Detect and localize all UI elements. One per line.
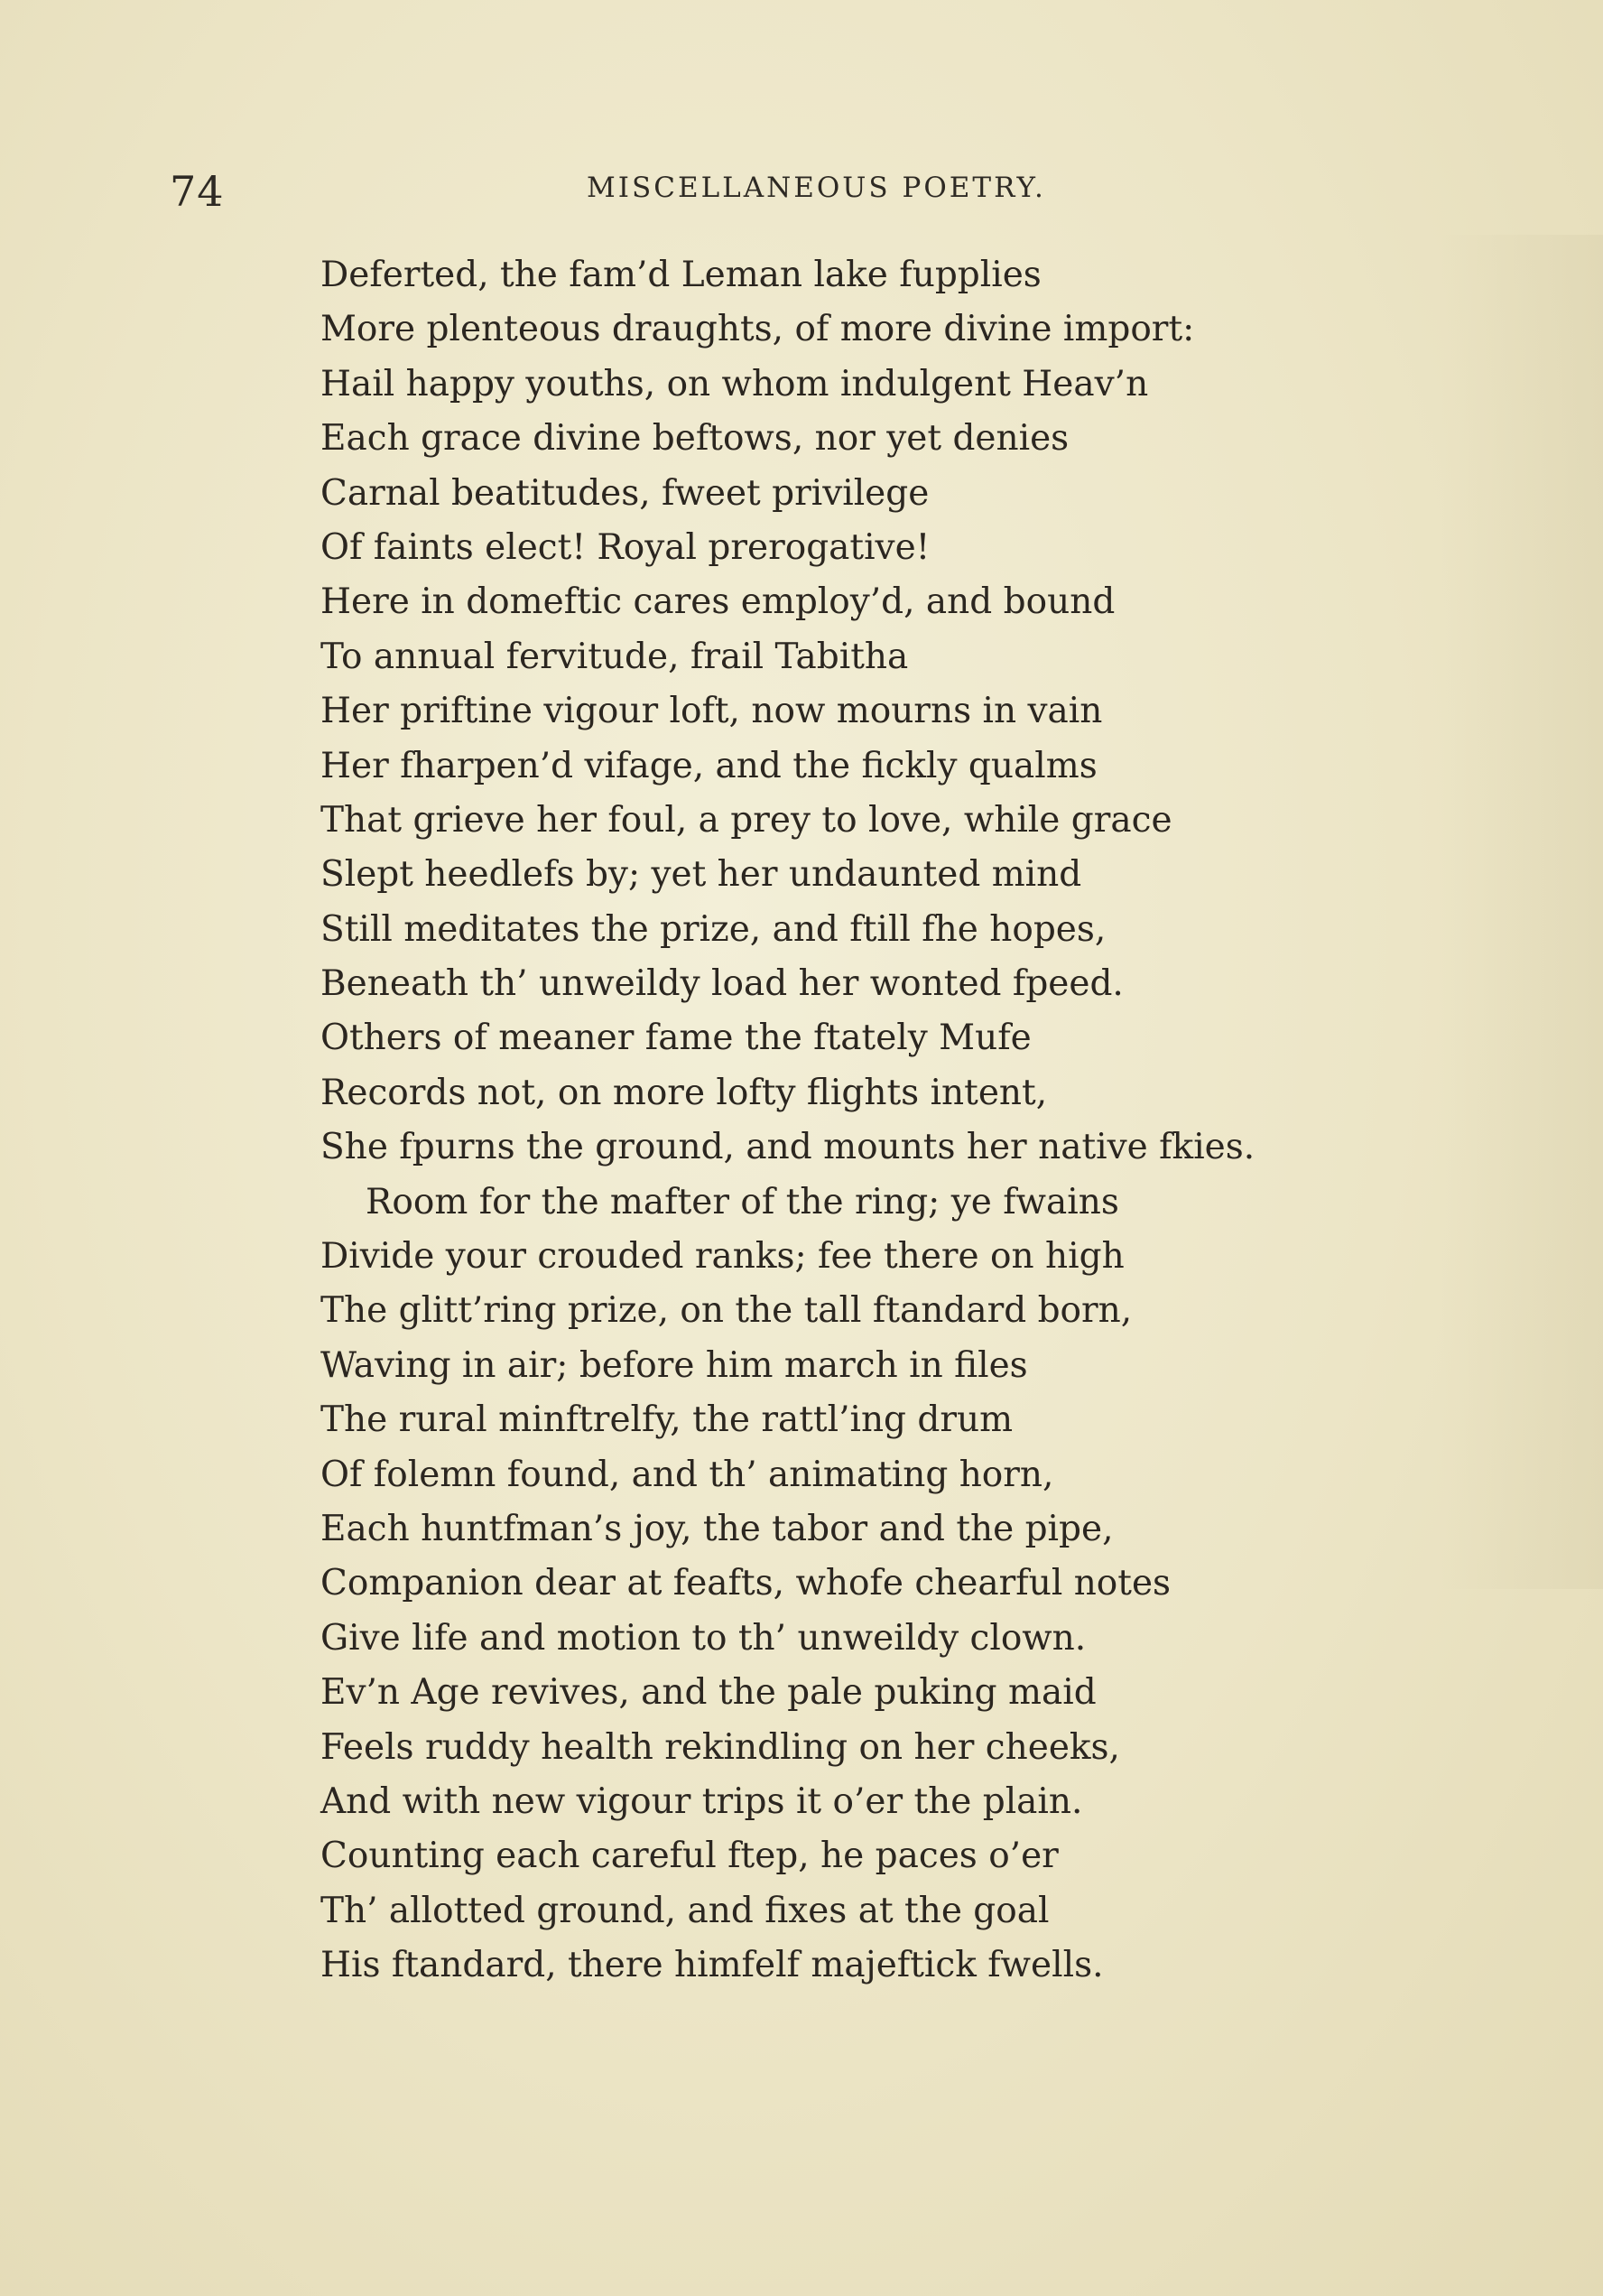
poem-line: The glitt’ring prize, on the tall ftandard born, <box>320 1290 1133 1332</box>
poem-line: Of folemn found, and th’ animating horn, <box>320 1454 1054 1495</box>
poem-line: Of faints elect! Royal prerogative! <box>320 526 931 568</box>
poem-line: Room for the mafter of the ring; ye fwains <box>366 1181 1119 1222</box>
poem-line: His ftandard, there himfelf majeftick fwells. <box>320 1945 1104 1986</box>
poem-line: Slept heedlefs by; yet her undaunted mind <box>320 854 1082 896</box>
poem-line: To annual fervitude, frail Tabitha <box>320 636 909 677</box>
poem-line: Ev’n Age revives, and the pale puking maid <box>320 1672 1097 1714</box>
poem-line: Waving in air; before him march in files <box>320 1344 1028 1386</box>
page-number: 74 <box>170 167 225 216</box>
poem-body <box>320 248 1255 1994</box>
show-through-shadow <box>1441 235 1603 1589</box>
poem-line: Divide your crouded ranks; fee there on high <box>320 1236 1125 1278</box>
poem-line: The rural minftrelfy, the rattl’ing drum <box>320 1399 1014 1441</box>
poem-line: Her fharpen’d vifage, and the fickly qualms <box>320 745 1098 786</box>
poem-line: Each huntfman’s joy, the tabor and the pipe, <box>320 1508 1114 1549</box>
poem-line: Beneath th’ unweildy load her wonted fpeed. <box>320 963 1124 1005</box>
running-head: MISCELLANEOUS POETRY. <box>587 172 1046 204</box>
poem-line: She fpurns the ground, and mounts her native fkies. <box>320 1127 1256 1168</box>
poem-line: Others of meaner fame the ftately Mufe <box>320 1018 1032 1059</box>
poem-line: Here in domeftic cares employ’d, and bound <box>320 581 1116 623</box>
poem-line: Companion dear at feafts, whofe chearful notes <box>320 1563 1172 1604</box>
poem-line: And with new vigour trips it o’er the plain. <box>320 1780 1083 1822</box>
poem-line: Hail happy youths, on whom indulgent Heav’n <box>320 363 1149 404</box>
poem-line: Still meditates the prize, and ftill fhe hopes, <box>320 908 1107 950</box>
poem-line: More plenteous draughts, of more divine import: <box>320 309 1195 350</box>
poem-line: Th’ allotted ground, and fixes at the goal <box>320 1890 1050 1931</box>
poem-line: Give life and motion to th’ unweildy clown. <box>320 1617 1087 1659</box>
poem-line: Counting each careful ftep, he paces o’er <box>320 1836 1059 1877</box>
poem-line: Records not, on more lofty flights intent, <box>320 1072 1048 1113</box>
poem-line: Each grace divine beftows, nor yet denies <box>320 418 1070 460</box>
poem-line: Carnal beatitudes, fweet privilege <box>320 472 930 514</box>
poem-line: Deferted, the fam’d Leman lake fupplies <box>320 255 1042 295</box>
poem-line: That grieve her foul, a prey to love, while grace <box>320 799 1172 841</box>
poem-line: Her priftine vigour loft, now mourns in vain <box>320 691 1103 732</box>
poem-line: Feels ruddy health rekindling on her cheeks, <box>320 1726 1120 1768</box>
